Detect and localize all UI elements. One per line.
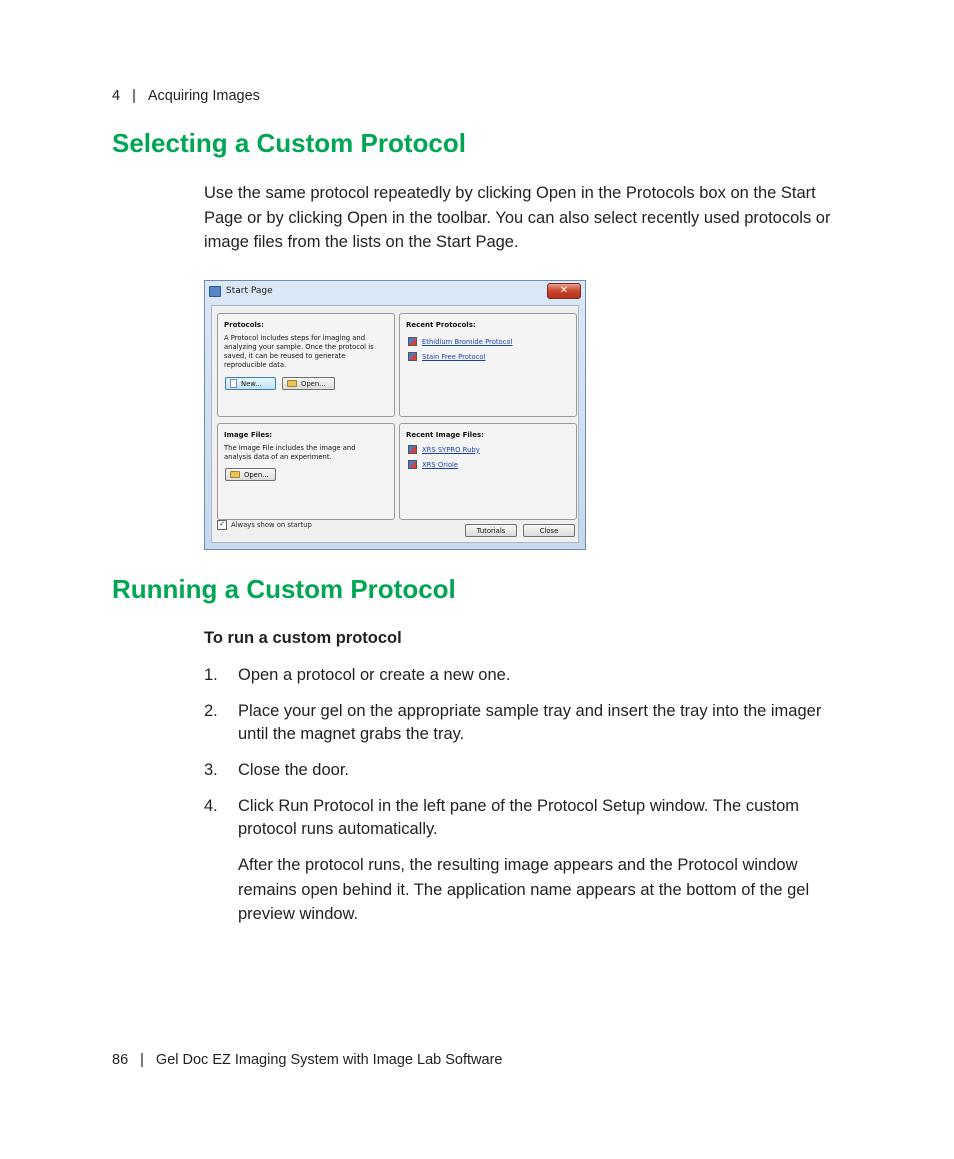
section-title-running: Running a Custom Protocol bbox=[112, 574, 456, 604]
procedure-step bbox=[204, 759, 844, 783]
recent-image-files-panel bbox=[399, 423, 577, 520]
start-page-dialog bbox=[204, 280, 586, 550]
recent-image-label: XRS Oriole bbox=[422, 460, 459, 469]
recent-protocols-panel bbox=[399, 313, 577, 417]
procedure-step bbox=[204, 795, 844, 841]
dialog-body bbox=[211, 305, 579, 543]
header-page-number: 4 bbox=[112, 88, 121, 104]
new-file-icon bbox=[230, 379, 237, 388]
header-separator: | bbox=[132, 88, 136, 104]
protocols-panel bbox=[217, 313, 395, 417]
protocols-title: Protocols: bbox=[224, 321, 264, 329]
section-body-selecting: Use the same protocol repeatedly by clicking Open in the Protocols box on the Start Page or by clicking Open in the toolbar. You can also select recently used protocols or image files from the lists on the Start Page. bbox=[204, 184, 831, 251]
image-files-title: Image Files: bbox=[224, 431, 273, 439]
procedure-step bbox=[204, 664, 844, 688]
image-file-icon bbox=[408, 445, 417, 454]
dialog-title: Start Page bbox=[226, 286, 273, 296]
image-file-icon bbox=[408, 460, 417, 469]
dialog-title-bar bbox=[209, 282, 273, 300]
checkbox-checked-icon: ✓ bbox=[217, 520, 227, 530]
procedure-step bbox=[204, 700, 844, 746]
step-text: Close the door. bbox=[238, 761, 349, 779]
step-number: 3. bbox=[204, 761, 218, 779]
image-files-panel bbox=[217, 423, 395, 520]
recent-image-link[interactable] bbox=[408, 460, 458, 469]
recent-image-files-title: Recent Image Files: bbox=[406, 431, 484, 439]
step-text: Open a protocol or create a new one. bbox=[238, 666, 511, 684]
step-number: 1. bbox=[204, 666, 218, 684]
open-image-button-label: Open... bbox=[244, 470, 269, 479]
footer-doc-title: Gel Doc EZ Imaging System with Image Lab Software bbox=[155, 1052, 503, 1068]
recent-protocol-label: Stain Free Protocol bbox=[422, 352, 486, 361]
footer-separator: | bbox=[140, 1052, 144, 1068]
protocol-file-icon bbox=[408, 337, 417, 346]
open-protocol-button[interactable] bbox=[282, 377, 335, 390]
protocol-file-icon bbox=[408, 352, 417, 361]
tutorials-button[interactable]: Tutorials bbox=[465, 524, 517, 537]
footer-page-number: 86 bbox=[112, 1052, 129, 1068]
always-show-checkbox[interactable] bbox=[217, 520, 312, 530]
new-protocol-button[interactable] bbox=[225, 377, 276, 390]
step-number: 2. bbox=[204, 702, 218, 720]
running-footer bbox=[112, 1052, 502, 1068]
close-window-icon[interactable]: ✕ bbox=[547, 283, 581, 299]
recent-image-label: XRS SYPRO Ruby bbox=[422, 445, 480, 454]
folder-icon bbox=[230, 471, 240, 478]
step-number: 4. bbox=[204, 797, 218, 815]
recent-protocol-label: Ethidium Bromide Protocol bbox=[422, 337, 513, 346]
recent-protocols-title: Recent Protocols: bbox=[406, 321, 476, 329]
image-files-description: The Image File includes the image and analysis data of an experiment. bbox=[224, 444, 356, 461]
open-button-label: Open... bbox=[301, 379, 326, 388]
new-button-label: New... bbox=[241, 379, 262, 388]
section-title-selecting: Selecting a Custom Protocol bbox=[112, 128, 466, 158]
header-chapter: Acquiring Images bbox=[147, 88, 260, 104]
step-result-note: After the protocol runs, the resulting image appears and the Protocol window remains open behind it. The application name appears at the bottom of the gel preview window. bbox=[238, 856, 810, 923]
recent-image-link[interactable] bbox=[408, 445, 480, 454]
always-show-label: Always show on startup bbox=[231, 521, 312, 529]
recent-protocol-link[interactable] bbox=[408, 352, 485, 361]
app-icon bbox=[209, 286, 221, 297]
protocols-description: A Protocol includes steps for imaging and analyzing your sample. Once the protocol is saved, it can be reused to generate reproducible data. bbox=[224, 334, 374, 369]
recent-protocol-link[interactable] bbox=[408, 337, 512, 346]
open-image-button[interactable] bbox=[225, 468, 276, 481]
step-text: Click Run Protocol in the left pane of the Protocol Setup window. The custom protocol runs automatically. bbox=[238, 797, 799, 838]
procedure-heading: To run a custom protocol bbox=[204, 629, 402, 647]
close-button[interactable]: Close bbox=[523, 524, 575, 537]
folder-icon bbox=[287, 380, 297, 387]
running-header bbox=[112, 88, 260, 104]
step-text: Place your gel on the appropriate sample tray and insert the tray into the imager until the magnet grabs the tray. bbox=[238, 702, 822, 743]
